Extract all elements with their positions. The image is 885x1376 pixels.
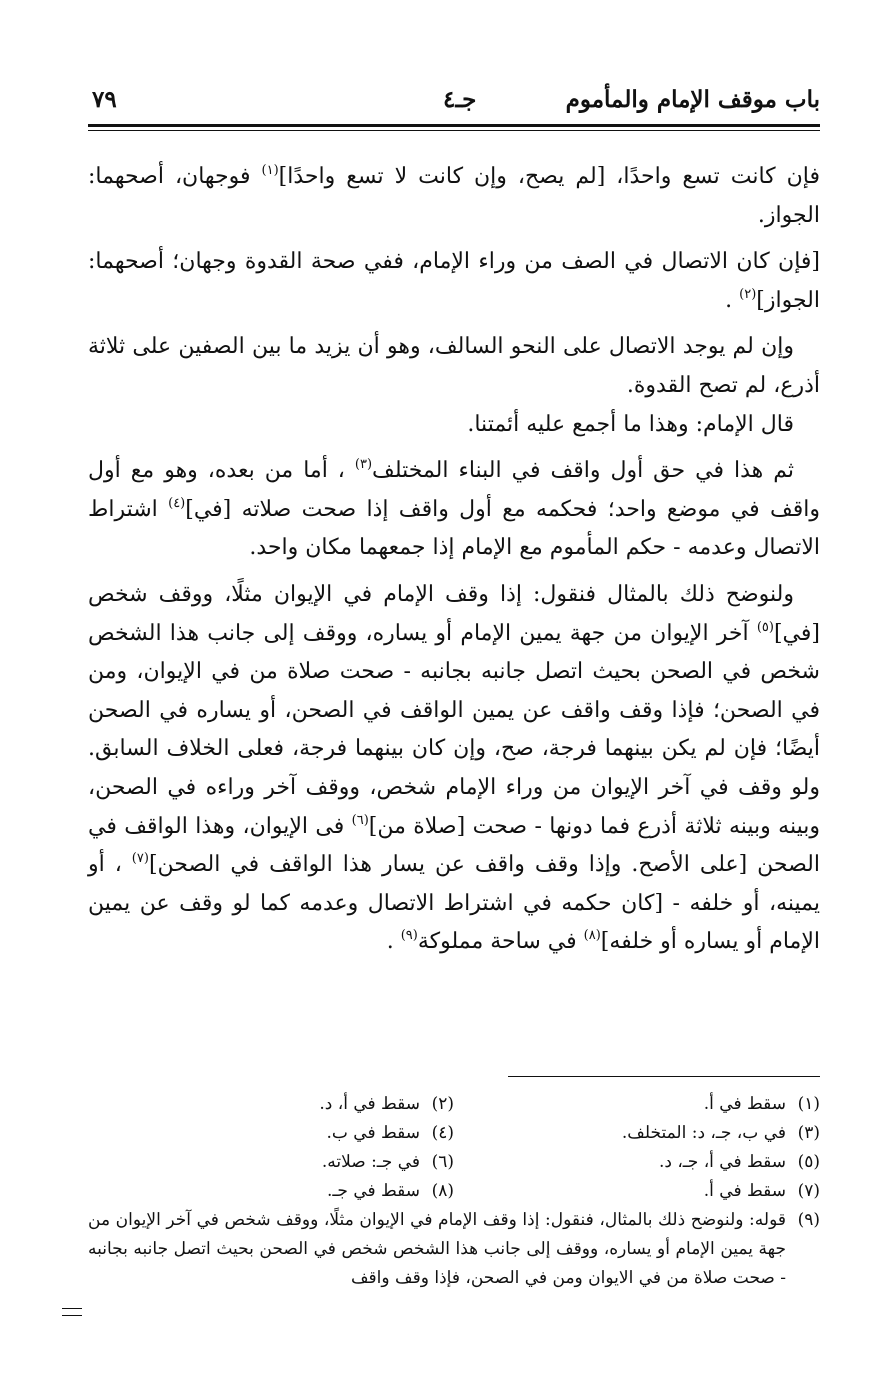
- footnote-text: سقط في جـ.: [327, 1181, 420, 1201]
- footnote-ref: (٧): [131, 851, 149, 867]
- footnote: [88, 1206, 820, 1293]
- footnote-row: [88, 1177, 820, 1206]
- text-run: اشتراط الاتصال وعدمه - حكم المأموم مع الإمام إذا جمعهما مكان واحد.: [88, 496, 820, 561]
- footnote-ref: (٨): [583, 928, 601, 944]
- footnote: [88, 1148, 454, 1177]
- text-run: ولنوضح ذلك بالمثال فنقول: إذا وقف الإمام في الإيوان مثلًا، ووقف شخص [في]: [88, 581, 820, 646]
- text-run: فى الإيوان، وهذا الواقف في الصحن [على الأصح. وإذا وقف واقف عن يسار هذا الواقف في الصحن]: [88, 813, 821, 878]
- header-rule-thin: [88, 130, 820, 131]
- footnote-number: (٢): [431, 1094, 454, 1114]
- main-text: [88, 158, 820, 962]
- footnote-text: سقط في ب.: [326, 1123, 420, 1143]
- footnote: [88, 1090, 454, 1119]
- text-run: .: [725, 287, 740, 313]
- footnote-ref: (٦): [351, 812, 369, 828]
- paragraph: [88, 406, 820, 445]
- footnote-text: سقط في أ.: [703, 1181, 786, 1201]
- footnote-number: (٥): [797, 1152, 820, 1172]
- footnote-text: في ب، جـ، د: المتخلف.: [621, 1123, 786, 1143]
- footnote: [454, 1090, 820, 1119]
- footnote: [88, 1177, 454, 1206]
- footnote-ref: (١): [261, 163, 279, 178]
- footnote: [454, 1177, 820, 1206]
- footnote-number: (٩): [797, 1210, 820, 1230]
- footnote-ref: (٥): [756, 619, 774, 635]
- footnote-ref: (٣): [354, 457, 373, 473]
- text-run: ثم هذا في حق أول واقف في البناء المختلف: [372, 458, 794, 484]
- text-run: في ساحة مملوكة: [417, 929, 584, 955]
- paragraph: [88, 158, 820, 235]
- footnote-number: (٤): [431, 1123, 454, 1143]
- footnote: [454, 1119, 820, 1148]
- text-run: فوجهان، أصحهما: الجواز.: [88, 164, 820, 228]
- paragraph: [88, 452, 820, 568]
- footnote: [88, 1119, 454, 1148]
- footnotes: [88, 1090, 820, 1293]
- footnote-number: (١): [797, 1094, 820, 1114]
- footnote-ref: (٤): [168, 495, 186, 511]
- footnote-number: (٨): [431, 1181, 454, 1201]
- footnote-number: (٧): [797, 1181, 820, 1201]
- footnote-row: [88, 1148, 820, 1177]
- footnote-ref: (٩): [400, 928, 418, 944]
- text-run: [فإن كان الاتصال في الصف من وراء الإمام، ففي صحة القدوة وجهان؛ أصحهما: الجواز]: [88, 249, 820, 313]
- chapter-title: باب موقف الإمام والمأموم: [565, 86, 820, 113]
- footnote-text: سقط في أ، د.: [319, 1094, 420, 1114]
- footnote-row: [88, 1090, 820, 1119]
- footnote-ref: (٢): [739, 286, 757, 302]
- text-run: ، أما من بعده، وهو مع أول واقف في موضع واحد؛ فحكمه مع أول واقف إذا صحت صلاته [في]: [88, 458, 820, 522]
- footnote-text: قوله: ولنوضح ذلك بالمثال، فنقول: إذا وقف الإمام في الإيوان مثلًا، ووقف شخص في آخر الإيوان من جهة يمين الإمام أو يساره، ووقف إلى جانب هذا الشخص شخص في الصحن بحيث اتصل جانبه بجانبه - صحت صلاة من في الايوان ومن في الصحن، فإذا وقف واقف: [88, 1210, 786, 1288]
- continuation-mark: [62, 1308, 82, 1316]
- footnote-separator: [508, 1076, 820, 1077]
- running-header: [88, 82, 820, 122]
- text-run: .: [386, 929, 401, 955]
- footnote: [454, 1148, 820, 1177]
- page-number: ٧٩: [92, 86, 117, 113]
- header-rule-thick: [88, 124, 820, 127]
- text-run: وإن لم يوجد الاتصال على النحو السالف، وهو أن يزيد ما بين الصفين على ثلاثة أذرع، لم تصح القدوة.: [88, 334, 820, 398]
- footnote-row: [88, 1119, 820, 1148]
- text-run: قال الإمام: وهذا ما أجمع عليه أئمتنا.: [467, 411, 794, 437]
- footnote-number: (٣): [797, 1123, 820, 1143]
- text-run: فإن كانت تسع واحدًا، [لم يصح، وإن كانت لا تسع واحدًا]: [278, 164, 820, 189]
- paragraph: [88, 576, 820, 962]
- paragraph: [88, 243, 820, 320]
- footnote-text: سقط في أ.: [703, 1094, 786, 1114]
- text-run: آخر الإيوان من جهة يمين الإمام أو يساره، ووقف إلى جانب هذا الشخص شخص في الصحن بحيث اتصل جانبه بجانبه - صحت صلاة من في الإيوان، ومن في الصحن؛ فإذا وقف واقف عن يمين الواقف في الصحن، أو يساره في الصحن أيضًا؛ فإن لم يكن بينهما فرجة، صح، وإن كان بينهما فرجة، فعلى الخلاف السابق. ولو وقف في آخر الإيوان من وراء الإمام شخص، ووقف آخر وراءه في الصحن، وبينه وبينه ثلاثة أذرع فما دونها - صحت [صلاة من]: [88, 620, 820, 839]
- text-run: ، أو يمينه، أو خلفه - [كان حكمه في اشتراط الاتصال وعدمه كما لو وقف عن يمين الإمام أو يساره أو خلفه]: [88, 852, 820, 955]
- volume-label: جـ٤: [443, 86, 477, 113]
- footnote-number: (٦): [431, 1152, 454, 1172]
- paragraph: [88, 328, 820, 405]
- footnote-text: في جـ: صلاته.: [321, 1152, 420, 1172]
- footnote-text: سقط في أ، جـ، د.: [658, 1152, 786, 1172]
